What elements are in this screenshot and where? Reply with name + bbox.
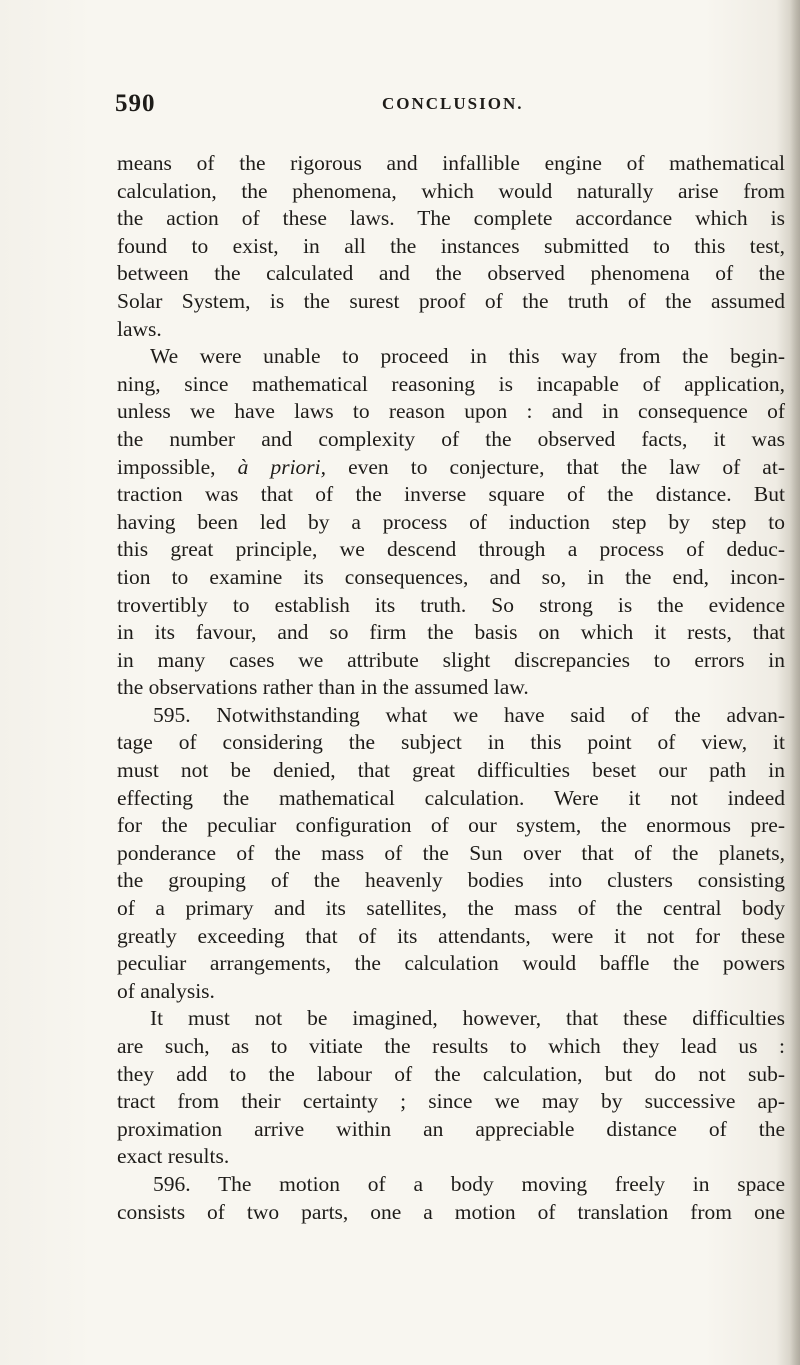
text-line: consists of two parts, one a motion of translation from one: [117, 1199, 785, 1224]
text-fragment: even to conjecture, that the law of at-: [326, 454, 785, 479]
text-line: ning, since mathematical reasoning is incapable of application,: [117, 371, 785, 396]
text-line: found to exist, in all the instances submitted to this test,: [117, 233, 785, 258]
page-number: 590: [115, 90, 156, 117]
text-line: peculiar arrangements, the calculation would baffle the powers: [117, 951, 785, 976]
text-line: Solar System, is the surest proof of the truth of the assumed: [117, 288, 785, 313]
text-line: means of the rigorous and infallible engine of mathematical: [117, 151, 785, 175]
text-line: unless we have laws to reason upon : and in consequence of: [117, 399, 785, 424]
text-line: must not be denied, that great difficulties beset our path in: [117, 758, 785, 783]
text-line: ponderance of the mass of the Sun over that of the planets,: [117, 840, 785, 865]
text-line: the grouping of the heavenly bodies into clusters consisting: [117, 868, 785, 893]
text-line: between the calculated and the observed phenomena of the: [117, 261, 785, 286]
italic-phrase: à priori,: [237, 454, 327, 479]
text-line: traction was that of the inverse square of the distance. But: [117, 482, 785, 507]
text-line-italic: [117, 454, 785, 482]
text-line: greatly exceeding that of its attendants, were it not for these: [117, 923, 785, 948]
text-fragment: impossible,: [117, 454, 238, 479]
text-line: laws.: [117, 316, 162, 341]
text-line: tract from their certainty ; since we may by successive ap-: [117, 1089, 785, 1114]
text-line: trovertibly to establish its truth. So strong is the evidence: [117, 592, 785, 617]
text-line: having been led by a process of induction step by step to: [117, 509, 785, 534]
text-line: in many cases we attribute slight discrepancies to errors in: [117, 647, 785, 672]
text-line: It must not be imagined, however, that these difficulties: [150, 1006, 785, 1031]
text-line: the number and complexity of the observed facts, it was: [117, 426, 785, 451]
text-line: tage of considering the subject in this point of view, it: [117, 730, 785, 755]
text-line: calculation, the phenomena, which would naturally arise from: [117, 178, 785, 203]
text-line: the action of these laws. The complete accordance which is: [117, 206, 785, 231]
text-line: in its favour, and so firm the basis on which it rests, that: [117, 620, 785, 645]
text-line: 595. Notwithstanding what we have said of the advan-: [153, 702, 785, 727]
text-line: the observations rather than in the assumed law.: [117, 675, 529, 700]
text-line: of a primary and its satellites, the mass of the central body: [117, 896, 785, 921]
text-line: tion to examine its consequences, and so, in the end, incon-: [117, 564, 785, 589]
text-line: of analysis.: [117, 978, 215, 1003]
text-line: proximation arrive within an appreciable distance of the: [117, 1116, 785, 1141]
text-line: 596. The motion of a body moving freely in space: [153, 1171, 785, 1196]
body-text: [117, 150, 785, 1226]
running-title: CONCLUSION.: [382, 94, 524, 113]
text-line: exact results.: [117, 1144, 230, 1169]
text-line: for the peculiar configuration of our system, the enormous pre-: [117, 813, 785, 838]
text-line: they add to the labour of the calculation, but do not sub-: [117, 1061, 785, 1086]
text-line: effecting the mathematical calculation. Were it not indeed: [117, 785, 785, 810]
text-line: this great principle, we descend through a process of deduc-: [117, 537, 785, 562]
page-header: [0, 84, 800, 124]
text-line: are such, as to vitiate the results to which they lead us :: [117, 1034, 785, 1058]
page-edge-shadow: [790, 0, 800, 1365]
text-line: We were unable to proceed in this way from the begin-: [150, 344, 785, 369]
